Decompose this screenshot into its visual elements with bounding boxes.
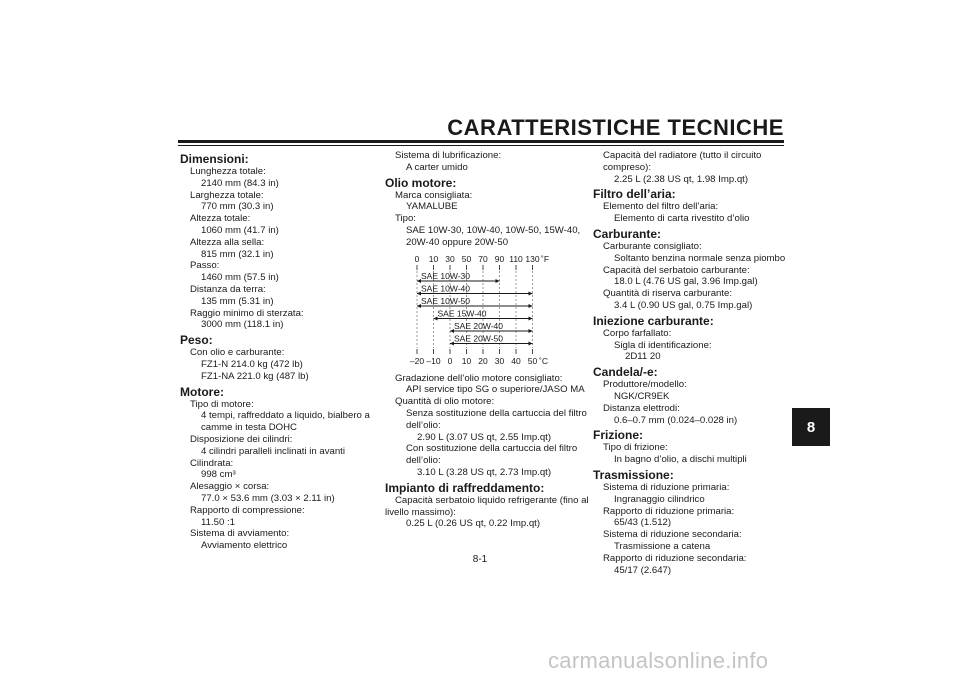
page-title: CARATTERISTICHE TECNICHE	[447, 115, 784, 140]
section-heading-olio-motore: Olio motore:	[385, 175, 457, 190]
spec-label: Altezza totale:	[190, 213, 251, 225]
spec-value: 2140 mm (84.3 in)	[201, 177, 279, 189]
celsius-tick-label: –10	[426, 355, 441, 366]
oil-viscosity-chart	[397, 253, 567, 369]
spec-value: 1060 mm (41.7 in)	[201, 224, 279, 236]
spec-label: Gradazione dell’olio motore consigliato:	[395, 372, 563, 384]
section-heading-raffreddamento: Impianto di raffreddamento:	[385, 480, 545, 495]
spec-value: Con sostituzione della cartuccia del filtro	[406, 443, 578, 455]
fahrenheit-tick-label: 50	[461, 253, 472, 264]
spec-value: 18.0 L (4.76 US gal, 3.96 Imp.gal)	[614, 276, 758, 288]
section-heading-carburante: Carburante:	[593, 226, 662, 241]
spec-value: 4 cilindri paralleli inclinati in avanti	[201, 445, 345, 457]
celsius-tick-label: –20	[409, 355, 425, 366]
spec-label: Alesaggio × corsa:	[190, 481, 270, 493]
spec-value: Trasmissione a catena	[614, 540, 711, 552]
spec-column-3	[593, 150, 786, 576]
spec-value: FZ1-N 214.0 kg (472 lb)	[201, 358, 303, 370]
spec-label: Marca consigliata:	[395, 189, 473, 201]
section-heading-iniezione: Iniezione carburante:	[593, 313, 714, 328]
spec-value: camme in testa DOHC	[201, 422, 297, 434]
spec-label: Sistema di lubrificazione:	[395, 150, 502, 161]
header-rule-thin	[178, 145, 784, 146]
spec-value: Soltanto benzina normale senza piombo	[614, 252, 786, 264]
fahrenheit-tick-label: 110	[509, 253, 523, 264]
spec-value: 0.6–0.7 mm (0.024–0.028 in)	[614, 414, 738, 426]
arrow-right-icon	[496, 279, 500, 283]
grade-label: SAE 15W-40	[437, 308, 487, 319]
celsius-tick-label: 10	[461, 355, 472, 366]
spec-label: Cilindrata:	[190, 457, 234, 469]
spec-label: Sistema di avviamento:	[190, 528, 290, 540]
spec-label: Capacità serbatoio liquido refrigerante (fino al	[395, 494, 589, 506]
grade-label: SAE 20W-50	[454, 333, 503, 344]
spec-value: YAMALUBE	[406, 201, 458, 213]
fahrenheit-tick-label: 70	[478, 253, 488, 264]
spec-label: Carburante consigliato:	[603, 240, 702, 252]
spec-value: SAE 10W-30, 10W-40, 10W-50, 15W-40,	[406, 224, 581, 236]
grade-label: SAE 10W-50	[421, 295, 470, 306]
spec-value: 2D11 20	[625, 351, 661, 363]
spec-value: Elemento di carta rivestito d’olio	[614, 213, 750, 225]
spec-label: Capacità del serbatoio carburante:	[603, 264, 750, 276]
spec-value: 3.4 L (0.90 US gal, 0.75 Imp.gal)	[614, 299, 753, 311]
spec-value: 11.50 :1	[201, 516, 235, 528]
spec-value: 815 mm (32.1 in)	[201, 248, 274, 260]
section-heading-frizione: Frizione:	[593, 428, 643, 443]
spec-label: Raggio minimo di sterzata:	[190, 307, 304, 319]
spec-value: 65/43 (1.512)	[614, 517, 672, 529]
spec-label: Capacità del radiatore (tutto il circuito	[603, 150, 762, 161]
spec-label: Distanza elettrodi:	[603, 402, 680, 414]
spec-label: Tipo di frizione:	[603, 442, 668, 454]
spec-value: FZ1-NA 221.0 kg (487 lb)	[201, 370, 309, 382]
spec-value: dell’olio:	[406, 419, 441, 431]
spec-label: Sistema di riduzione primaria:	[603, 481, 730, 493]
fahrenheit-tick-label: 90	[494, 253, 505, 264]
arrow-right-icon	[529, 329, 533, 333]
section-heading-filtro-aria: Filtro dell’aria:	[593, 187, 676, 202]
spec-label: Tipo di motore:	[190, 398, 254, 410]
section-heading-motore: Motore:	[180, 384, 224, 399]
chapter-tab[interactable]: 8	[792, 408, 830, 446]
spec-column-2	[385, 150, 589, 530]
section-heading-dimensioni: Dimensioni:	[180, 152, 249, 166]
spec-label: Larghezza totale:	[190, 189, 264, 201]
fahrenheit-tick-label: 30	[445, 253, 455, 264]
spec-value: 0.25 L (0.26 US qt, 0.22 Imp.qt)	[406, 518, 541, 530]
arrow-right-icon	[529, 291, 533, 295]
spec-label: compreso):	[603, 161, 651, 173]
spec-label: Con olio e carburante:	[190, 347, 285, 359]
spec-label: Rapporto di compressione:	[190, 504, 305, 516]
section-heading-candela: Candela/-e:	[593, 365, 658, 380]
arrow-right-icon	[529, 316, 533, 320]
celsius-tick-label: 0	[447, 355, 453, 366]
spec-value: Ingranaggio cilindrico	[614, 493, 705, 505]
grade-label: SAE 20W-40	[454, 320, 503, 331]
spec-value: 45/17 (2.647)	[614, 564, 672, 576]
spec-label: Altezza alla sella:	[190, 236, 265, 248]
spec-value: 4 tempi, raffreddato a liquido, bialbero a	[201, 410, 370, 422]
spec-label: Disposizione dei cilindri:	[190, 433, 293, 445]
spec-label: Passo:	[190, 260, 220, 272]
spec-label: Sigla di identificazione:	[614, 339, 712, 351]
spec-value: 998 cm³	[201, 469, 236, 481]
watermark-text: carmanualsonline.info	[548, 648, 769, 673]
spec-value: In bagno d’olio, a dischi multipli	[614, 454, 747, 466]
spec-value: Avviamento elettrico	[201, 540, 288, 552]
spec-label: livello massimo):	[385, 506, 456, 518]
spec-column-1	[180, 150, 370, 552]
page-number: 8-1	[472, 554, 488, 565]
spec-value: NGK/CR9EK	[614, 390, 670, 402]
grade-label: SAE 10W-30	[421, 270, 470, 281]
spec-value: dell’olio:	[406, 455, 441, 467]
spec-label: Corpo farfallato:	[603, 327, 672, 339]
spec-value: 3.10 L (3.28 US qt, 2.73 Imp.qt)	[417, 466, 552, 478]
spec-label: Rapporto di riduzione secondaria:	[603, 552, 747, 564]
spec-label: Distanza da terra:	[190, 283, 266, 295]
arrow-right-icon	[529, 341, 533, 345]
spec-value: 1460 mm (57.5 in)	[201, 272, 279, 284]
celsius-tick-label: 30	[494, 355, 505, 366]
spec-value: 77.0 × 53.6 mm (3.03 × 2.11 in)	[201, 492, 335, 504]
fahrenheit-tick-label: 0	[414, 253, 420, 264]
section-heading-peso: Peso:	[180, 333, 213, 348]
spec-value: API service tipo SG o superiore/JASO MA	[406, 384, 585, 396]
spec-label: Tipo:	[395, 213, 416, 225]
celsius-tick-label: 40	[511, 355, 521, 366]
spec-label: Quantità di olio motore:	[395, 396, 495, 408]
celsius-tick-label: 50	[527, 355, 538, 366]
spec-value: 770 mm (30.3 in)	[201, 201, 274, 213]
header-rule-thick	[178, 140, 784, 143]
spec-value: Senza sostituzione della cartuccia del filtro	[406, 407, 587, 419]
spec-value: 2.90 L (3.07 US qt, 2.55 Imp.qt)	[417, 431, 552, 443]
grade-label: SAE 10W-40	[421, 283, 470, 294]
spec-label: Sistema di riduzione secondaria:	[603, 529, 742, 541]
spec-label: Rapporto di riduzione primaria:	[603, 505, 735, 517]
spec-label: Lunghezza totale:	[190, 166, 266, 177]
spec-value: 135 mm (5.31 in)	[201, 295, 274, 307]
spec-value: 2.25 L (2.38 US qt, 1.98 Imp.qt)	[614, 173, 749, 185]
spec-label: Elemento del filtro dell’aria:	[603, 201, 719, 213]
fahrenheit-tick-label: 130	[525, 253, 540, 264]
arrow-right-icon	[529, 304, 533, 308]
celsius-unit: ˚C	[539, 355, 548, 366]
spec-value: A carter umido	[406, 161, 468, 173]
fahrenheit-unit: ˚F	[541, 253, 550, 264]
spec-label: Quantità di riserva carburante:	[603, 288, 733, 300]
celsius-tick-label: 20	[478, 355, 488, 366]
spec-value: 20W-40 oppure 20W-50	[406, 236, 509, 248]
section-heading-trasmissione: Trasmissione:	[593, 467, 674, 482]
fahrenheit-tick-label: 10	[428, 253, 439, 264]
spec-value: 3000 mm (118.1 in)	[201, 319, 284, 331]
spec-label: Produttore/modello:	[603, 379, 687, 391]
